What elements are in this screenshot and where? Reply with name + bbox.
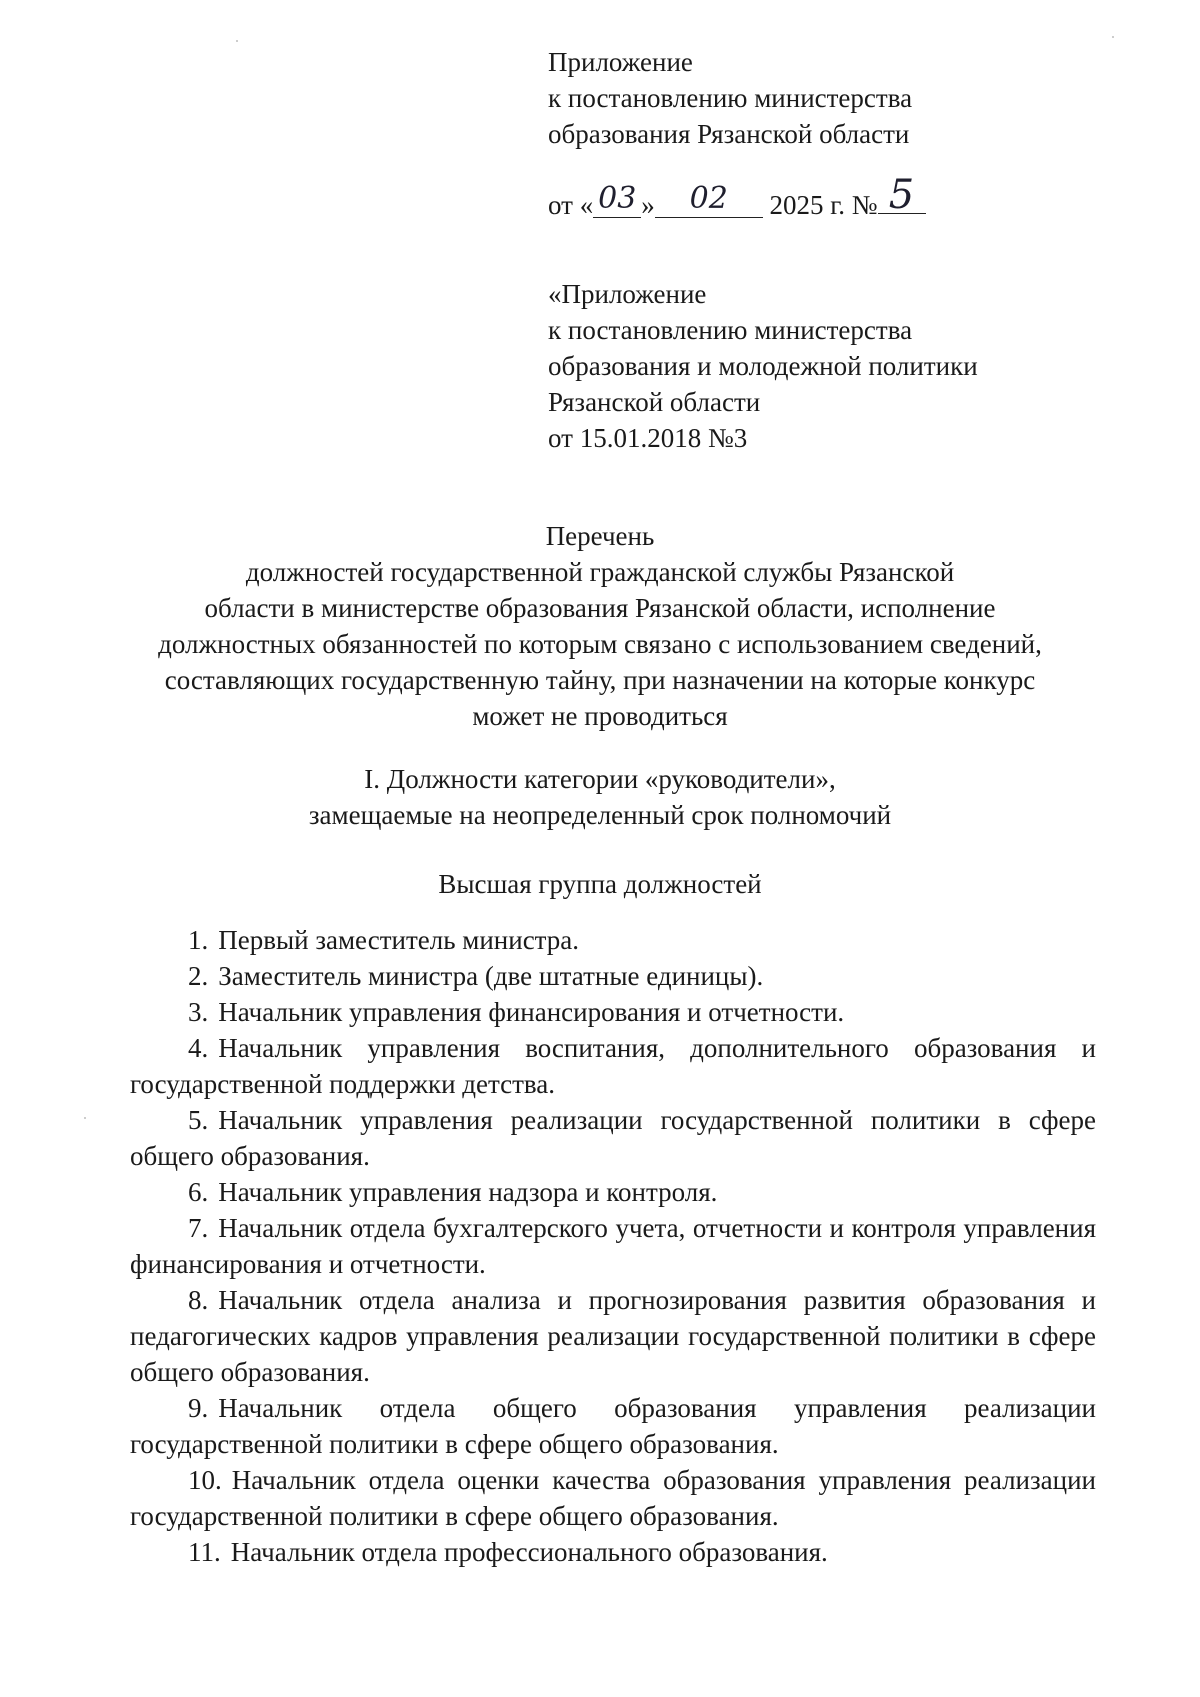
list-item [130, 1210, 1096, 1282]
handwritten-number: 5 [888, 172, 915, 218]
list-item [130, 1282, 1096, 1390]
title-line: должностей государственной гражданской службы Рязанской [245, 557, 955, 587]
list-item [130, 958, 1096, 994]
original-header-line: Рязанской области [548, 387, 761, 417]
original-appendix-header [548, 276, 978, 456]
list-item [130, 1534, 1096, 1570]
item-text: Первый заместитель министра. [218, 925, 580, 955]
item-number: 4. [188, 1033, 209, 1063]
item-text: Начальник управления финансирования и отчетности. [218, 997, 845, 1027]
title-line: Перечень [545, 521, 655, 551]
appendix-header [548, 44, 912, 152]
title-line: должностных обязанностей по которым связано с использованием сведений, [158, 629, 1042, 659]
date-day-field [593, 181, 641, 218]
date-mid: » [641, 190, 655, 220]
appendix-header-line: к постановлению министерства [548, 83, 913, 113]
resolution-date-line [548, 172, 926, 223]
item-number: 10. [188, 1465, 222, 1495]
list-item [130, 1102, 1096, 1174]
section-line: замещаемые на неопределенный срок полномочий [308, 800, 892, 830]
item-number: 6. [188, 1177, 209, 1207]
positions-list [130, 922, 1096, 1570]
list-item [130, 1174, 1096, 1210]
list-item [130, 1390, 1096, 1462]
item-text: Начальник отдела общего образования управления реализации государственной политики в сфере общего образования. [130, 1393, 1096, 1459]
item-number: 3. [188, 997, 209, 1027]
item-text: Начальник управления реализации государственной политики в сфере общего образования. [130, 1105, 1096, 1171]
original-header-line: от 15.01.2018 №3 [548, 423, 748, 453]
appendix-header-line: образования Рязанской области [548, 119, 910, 149]
list-item [130, 1462, 1096, 1534]
section-heading [0, 761, 1200, 833]
list-item [130, 1030, 1096, 1102]
appendix-header-line: Приложение [548, 47, 693, 77]
item-number: 11. [188, 1537, 221, 1567]
list-item [130, 994, 1096, 1030]
item-text: Начальник отдела оценки качества образования управления реализации государственной политики в сфере общего образования. [130, 1465, 1096, 1531]
item-number: 7. [188, 1213, 209, 1243]
item-number: 2. [188, 961, 209, 991]
item-number: 9. [188, 1393, 209, 1423]
date-year-text: 2025 г. № [769, 190, 878, 220]
scan-speck [84, 1117, 86, 1119]
date-prefix: от « [548, 190, 594, 220]
original-header-line: к постановлению министерства [548, 315, 913, 345]
scan-speck [236, 40, 238, 42]
item-text: Начальник управления воспитания, дополнительного образования и государственной поддержки детства. [130, 1033, 1096, 1099]
title-line: составляющих государственную тайну, при назначении на которые конкурс [164, 665, 1036, 695]
item-number: 5. [188, 1105, 209, 1135]
original-header-line: «Приложение [548, 279, 707, 309]
date-month-field [655, 181, 763, 218]
item-text: Начальник отдела анализа и прогнозирования развития образования и педагогических кадров управления реализации государственной политики в сфере общего образования. [130, 1285, 1096, 1387]
item-text: Заместитель министра (две штатные единицы). [218, 961, 764, 991]
handwritten-day: 03 [598, 181, 637, 216]
item-text: Начальник управления надзора и контроля. [218, 1177, 718, 1207]
title-line: может не проводиться [472, 701, 728, 731]
item-text: Начальник отдела бухгалтерского учета, отчетности и контроля управления финансирования и отчетности. [130, 1213, 1096, 1279]
original-header-line: образования и молодежной политики [548, 351, 978, 381]
item-number: 8. [188, 1285, 209, 1315]
document-title [0, 518, 1200, 734]
scan-speck [1112, 36, 1114, 38]
title-line: области в министерстве образования Рязанской области, исполнение [204, 593, 996, 623]
section-line: I. Должности категории «руководители», [364, 764, 836, 794]
resolution-number-field [878, 172, 926, 218]
list-item [130, 922, 1096, 958]
handwritten-month: 02 [689, 181, 728, 216]
item-text: Начальник отдела профессионального образования. [230, 1537, 828, 1567]
group-heading: Высшая группа должностей [438, 869, 762, 899]
item-number: 1. [188, 925, 209, 955]
